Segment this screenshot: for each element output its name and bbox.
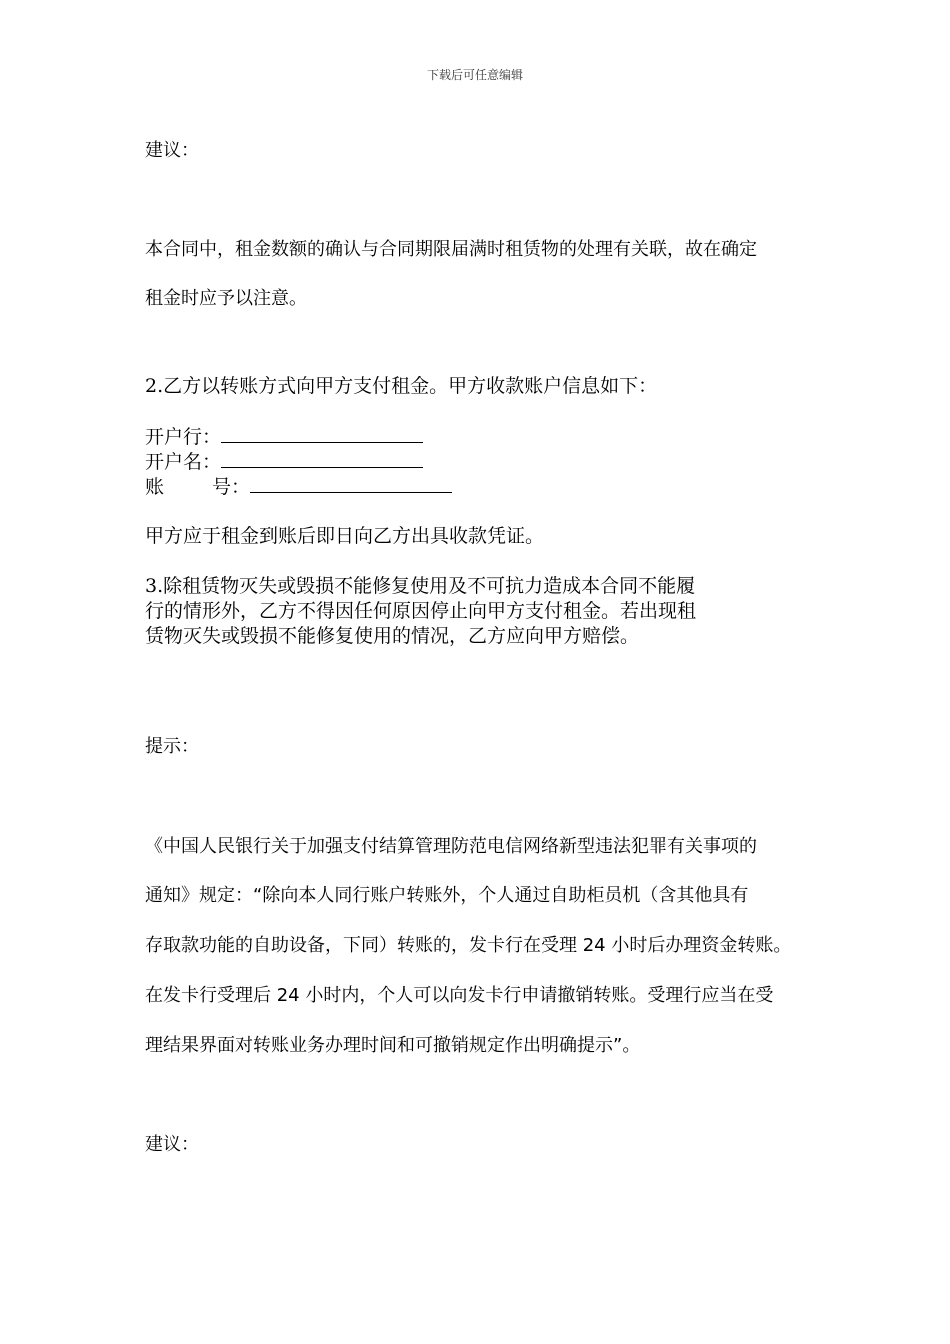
clause-3-line-1: 3.除租赁物灭失或毁损不能修复使用及不可抗力造成本合同不能履 bbox=[145, 575, 696, 597]
clause-3-line-2: 行的情形外，乙方不得因任何原因停止向甲方支付租金。若出现租 bbox=[145, 600, 697, 622]
account-number-field bbox=[145, 474, 452, 499]
account-number-blank-line bbox=[250, 474, 452, 493]
clause-2-text: 2.乙方以转账方式向甲方支付租金。甲方收款账户信息如下： bbox=[145, 375, 658, 397]
receipt-clause: 甲方应于租金到账后即日向乙方出具收款凭证。 bbox=[145, 525, 545, 547]
bank-label: 开户行： bbox=[145, 426, 222, 448]
account-name-blank-line bbox=[221, 449, 423, 468]
advice-paragraph-line-1: 本合同中，租金数额的确认与合同期限届满时租赁物的处理有关联，故在确定 bbox=[145, 239, 757, 260]
account-number-label-a: 账 bbox=[145, 476, 165, 498]
tip-line-4: 在发卡行受理后 24 小时内，个人可以向发卡行申请撤销转账。受理行应当在受 bbox=[145, 985, 774, 1006]
advice-paragraph-line-2: 租金时应予以注意。 bbox=[145, 288, 307, 309]
bank-field bbox=[145, 424, 423, 449]
account-name-label: 开户名： bbox=[145, 451, 222, 473]
account-number-label-b: 号： bbox=[212, 476, 251, 498]
page-header: 下载后可任意编辑 bbox=[426, 68, 523, 82]
advice-label-2: 建议： bbox=[145, 1134, 199, 1155]
tip-label: 提示： bbox=[145, 736, 199, 757]
tip-line-3: 存取款功能的自助设备，下同）转账的，发卡行在受理 24 小时后办理资金转账。 bbox=[145, 935, 792, 956]
tip-line-2: 通知》规定：“除向本人同行账户转账外，个人通过自助柜员机（含其他具有 bbox=[145, 885, 749, 906]
advice-label: 建议： bbox=[145, 140, 199, 161]
account-name-field bbox=[145, 449, 423, 474]
clause-3-line-3: 赁物灭失或毁损不能修复使用的情况，乙方应向甲方赔偿。 bbox=[145, 625, 640, 647]
tip-line-5: 理结果界面对转账业务办理时间和可撤销规定作出明确提示”。 bbox=[145, 1035, 641, 1056]
tip-line-1: 《中国人民银行关于加强支付结算管理防范电信网络新型违法犯罪有关事项的 bbox=[145, 836, 757, 857]
bank-blank-line bbox=[221, 424, 423, 443]
